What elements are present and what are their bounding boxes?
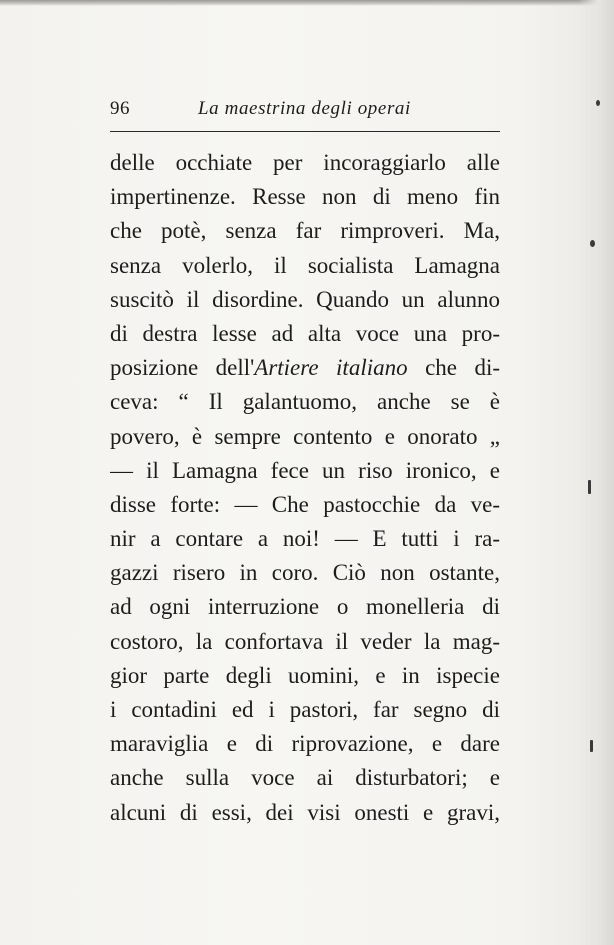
body-text <box>110 146 500 830</box>
text-line: gior parte degli uomini, e in ispecie <box>110 662 500 688</box>
ink-speck <box>590 740 593 752</box>
text-line: suscitò il disordine. Quando un alunno <box>110 286 500 312</box>
text-line: costoro, la confortava il veder la mag- <box>110 628 500 654</box>
text-line: senza volerlo, il socialista Lamagna <box>110 252 500 278</box>
text-line: alcuni di essi, dei visi onesti e gravi, <box>110 799 500 825</box>
running-title: La maestrina degli operai <box>198 98 411 119</box>
running-header <box>110 96 500 124</box>
text-line: ad ogni interruzione o monelleria di <box>110 594 500 620</box>
text-line: anche sulla voce ai disturbatori; e <box>110 765 500 791</box>
text-line: — il Lamagna fece un riso ironico, e <box>110 457 500 483</box>
text-line-after: che di- <box>407 355 500 381</box>
text-line: delle occhiate per incoraggiarlo alle <box>110 150 500 175</box>
text-line: disse forte: — Che pastocchie da ve- <box>110 491 500 517</box>
text-line: i contadini ed i pastori, far segno di <box>110 697 500 722</box>
text-line: impertinenze. Resse non di meno fin <box>110 184 500 210</box>
text-line: gazzi risero in coro. Ciò non ostante, <box>110 560 500 586</box>
text-line-before: posizione dell' <box>110 355 255 381</box>
text-line: che potè, senza far rimproveri. Ma, <box>110 218 500 244</box>
italic-title: Artiere italiano <box>254 355 408 381</box>
page-number: 96 <box>110 98 130 119</box>
text-line: ceva: “ Il galantuomo, anche se è <box>110 389 500 415</box>
text-line: nir a contare a noi! — E tutti i ra- <box>110 526 500 552</box>
text-line: maraviglia e di riprovazione, e dare <box>110 731 500 757</box>
ink-speck <box>596 100 600 106</box>
header-rule <box>110 131 500 132</box>
page-right-edge-shadow <box>578 0 614 945</box>
text-line: di destra lesse ad alta voce una pro- <box>110 320 500 346</box>
ink-speck <box>590 240 595 247</box>
text-line <box>110 351 500 385</box>
text-line: povero, è sempre contento e onorato „ <box>110 423 500 449</box>
ink-speck <box>588 480 591 494</box>
page-top-edge <box>0 0 614 6</box>
